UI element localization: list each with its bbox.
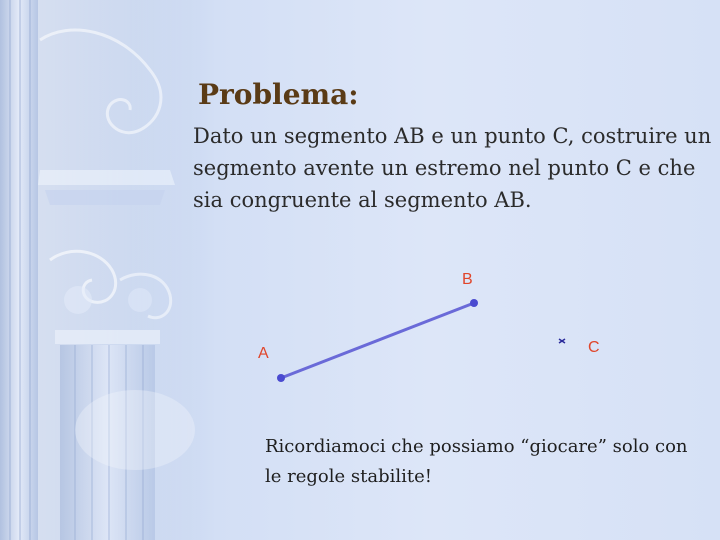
point-c[interactable] — [559, 339, 565, 343]
segment-ab — [281, 303, 474, 378]
problem-statement: Dato un segmento AB e un punto C, costruire un segmento avente un estremo nel punto C e che sia congruente al segmento AB. — [193, 124, 712, 212]
label-a: A — [258, 345, 269, 362]
reminder-note: Ricordiamoci che possiamo “giocare” solo con le regole stabilite! — [265, 436, 688, 487]
label-c: C — [588, 339, 600, 356]
slide-title: Problema: — [198, 78, 359, 111]
point-a[interactable] — [277, 374, 285, 382]
point-b[interactable] — [470, 299, 478, 307]
label-b: B — [462, 271, 473, 288]
